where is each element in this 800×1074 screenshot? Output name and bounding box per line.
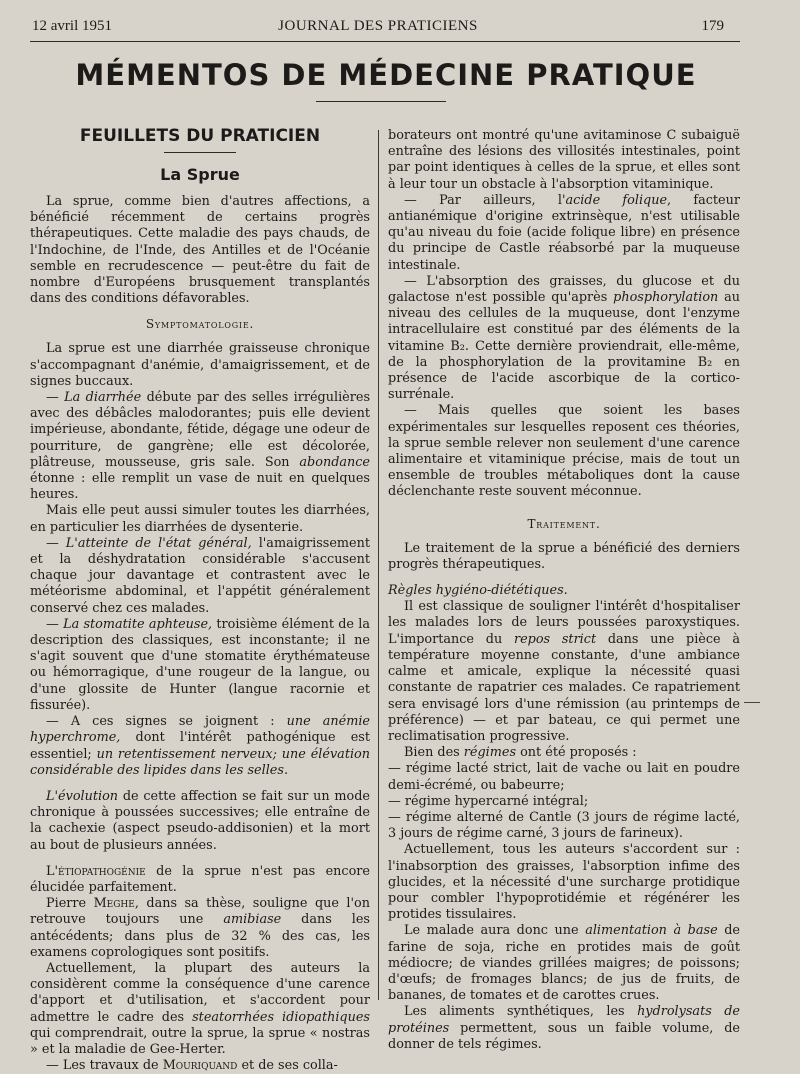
issue-date: 12 avril 1951 xyxy=(32,18,112,34)
paragraph: — La stomatite aphteuse, troisième élément de la description des classiques, est inconstante; il ne s'agit souvent que d'une stomatite érythémateuse ou hémorragique, d'une rougeur de la langue, ou d'une glossite de Hunter (langue racornie et fissurée). xyxy=(30,616,370,713)
page-title: MÉMENTOS DE MÉDECINE PRATIQUE xyxy=(75,58,697,92)
paragraph: — Les travaux de Mouriquand et de ses colla- xyxy=(46,1058,338,1074)
intro-paragraph: La sprue, comme bien d'autres affections, a bénéficié récemment de certains progrès thérapeutiques. Cette maladie des pays chauds, de l'Indochine, de l'Inde, des Antilles et de l'Océanie semble en recrudescence — peut-être du fait de nombre d'Européens brusquement transplantés dans des conditions défavorables. xyxy=(30,194,370,307)
left-column xyxy=(30,122,370,1074)
section-rule xyxy=(164,152,236,153)
paragraph: L'étiopathogénie de la sprue n'est pas encore élucidée parfaitement. xyxy=(30,863,370,895)
list-item: — régime lacté strict, lait de vache ou lait en poudre demi-écrémé, ou babeurre; xyxy=(388,761,740,793)
subhead-traitement: Traitement. xyxy=(527,516,601,531)
paragraph: — A ces signes se joignent : une anémie hyperchrome, dont l'intérêt pathogénique est essentiel; un retentissement nerveux; une élévation considérable des lipides dans les selles. xyxy=(30,714,370,778)
subhead-symptomatologie: Symptomatologie. xyxy=(145,317,255,332)
paragraph: La sprue est une diarrhée graisseuse chronique s'accompagnant d'anémie, d'amaigrissement, et de signes buccaux. xyxy=(30,341,370,389)
paragraph: — Mais quelles que soient les bases expérimentales sur lesquelles reposent ces théories, la sprue semble relever non seulement d'une carence alimentaire et vitaminique précise, mais de tout un ensemble de troubles métaboliques dont la cause déclenchante reste souvent méconnue. xyxy=(388,403,740,500)
header-rule xyxy=(30,41,740,42)
paragraph: — Par ailleurs, l'acide folique, facteur antianémique d'origine extrinsèque, n'est utilisable qu'au niveau du foie (acide folique libre) en présence du principe de Castle réabsorbé par la muqueuse intestinale. xyxy=(388,192,740,273)
list-item: — régime alterné de Cantle (3 jours de régime lacté, 3 jours de régime carné, 3 jours de farineux). xyxy=(388,809,740,842)
paragraph: Le traitement de la sprue a bénéficié des derniers progrès thérapeutiques. xyxy=(388,540,740,572)
paragraph: Le malade aura donc une alimentation à base de farine de soja, riche en protides mais de goût médiocre; de viandes grillées maigres; de poissons; d'œufs; de fromages blancs; de jus de fruits, de bananes, de tomates et de carottes crues. xyxy=(388,923,740,1004)
journal-name: JOURNAL DES PRATICIENS xyxy=(278,18,478,34)
paragraph: Actuellement, la plupart des auteurs la considèrent comme la conséquence d'une carence d'apport et d'utilisation, et s'accordent pour admettre le cadre des steatorrhées idiopathiques qui comprendrait, outre la sprue, la sprue « nostras » et la maladie de Gee-Herter. xyxy=(30,960,370,1057)
paragraph: Mais elle peut aussi simuler toutes les diarrhées, en particulier les diarrhées de dysenterie. xyxy=(30,503,370,535)
page-number: 179 xyxy=(701,18,724,34)
list-item: — régime hypercarné intégral; xyxy=(388,793,589,809)
margin-mark xyxy=(744,702,760,703)
paragraph: Bien des régimes ont été proposés : xyxy=(404,745,637,761)
right-column xyxy=(388,128,740,1053)
running-head xyxy=(32,14,724,40)
paragraph: borateurs ont montré qu'une avitaminose C subaiguë entraîne des lésions des villosités intestinales, point par point identiques à celles de la sprue, et elles sont à leur tour un obstacle à l'absorption vitaminique. xyxy=(388,128,740,192)
paragraph: — L'atteinte de l'état général, l'amaigrissement et la déshydratation considérable s'accusent chaque jour davantage et contrastent avec le météorisme abdominal, et l'appétit généralement conservé chez ces malades. xyxy=(30,535,370,616)
paragraph: L'évolution de cette affection se fait sur un mode chronique à poussées successives; elle entraîne de la cachexie (aspect pseudo-addisonien) et la mort au bout de plusieurs années. xyxy=(30,788,370,853)
paragraph: Les aliments synthétiques, les hydrolysats de protéines permettent, sous un faible volume, de donner de tels régimes. xyxy=(388,1004,740,1052)
column-divider xyxy=(378,130,379,1000)
paragraph: — L'absorption des graisses, du glucose et du galactose n'est possible qu'après phosphorylation au niveau des cellules de la muqueuse, dont l'enzyme intracellulaire est constitué par des éléments de la vitamine B₂. Cette dernière proviendrait, elle-même, de la phosphorylation de la provitamine B₂ en présence de l'acide ascorbique de la cortico-surrénale. xyxy=(388,273,740,403)
subsection-title: Règles hygiéno-diététiques. xyxy=(388,583,568,599)
title-rule xyxy=(316,101,446,102)
paragraph: Il est classique de souligner l'intérêt d'hospitaliser les malades lors de leurs poussées paroxystiques. L'importance du repos strict dans une pièce à température moyenne constante, d'une ambiance calme et amicale, explique la nécessité quasi constante de rapatrier ces malades. Ce rapatriement sera envisagé lors d'une rémission (au printemps de préférence) — et par bateau, ce qui permet une reclimatisation progressive. xyxy=(388,599,741,744)
paragraph: Actuellement, tous les auteurs s'accordent sur : l'inabsorption des graisses, l'absorption infime des glucides, et la nécessité d'une surcharge protidique pour combler l'hypoprotidémie et régénérer les protides tissulaires. xyxy=(388,842,740,923)
paragraph: Pierre Meghe, dans sa thèse, souligne que l'on retrouve toujours une amibiase dans les antécédents; dans plus de 32 % des cas, les examens coprologiques sont positifs. xyxy=(30,896,371,960)
article-title: La Sprue xyxy=(160,165,240,184)
paragraph: — La diarrhée débute par des selles irrégulières avec des débâcles malodorantes; puis elle devient impérieuse, abondante, fétide, dégage une odeur de pourriture, de gangrène; elle est décolorée, plâtreuse, mousseuse, gris sale. Son abondance étonne : elle remplit un vase de nuit en quelques heures. xyxy=(30,390,371,503)
section-title: FEUILLETS DU PRATICIEN xyxy=(79,126,321,146)
